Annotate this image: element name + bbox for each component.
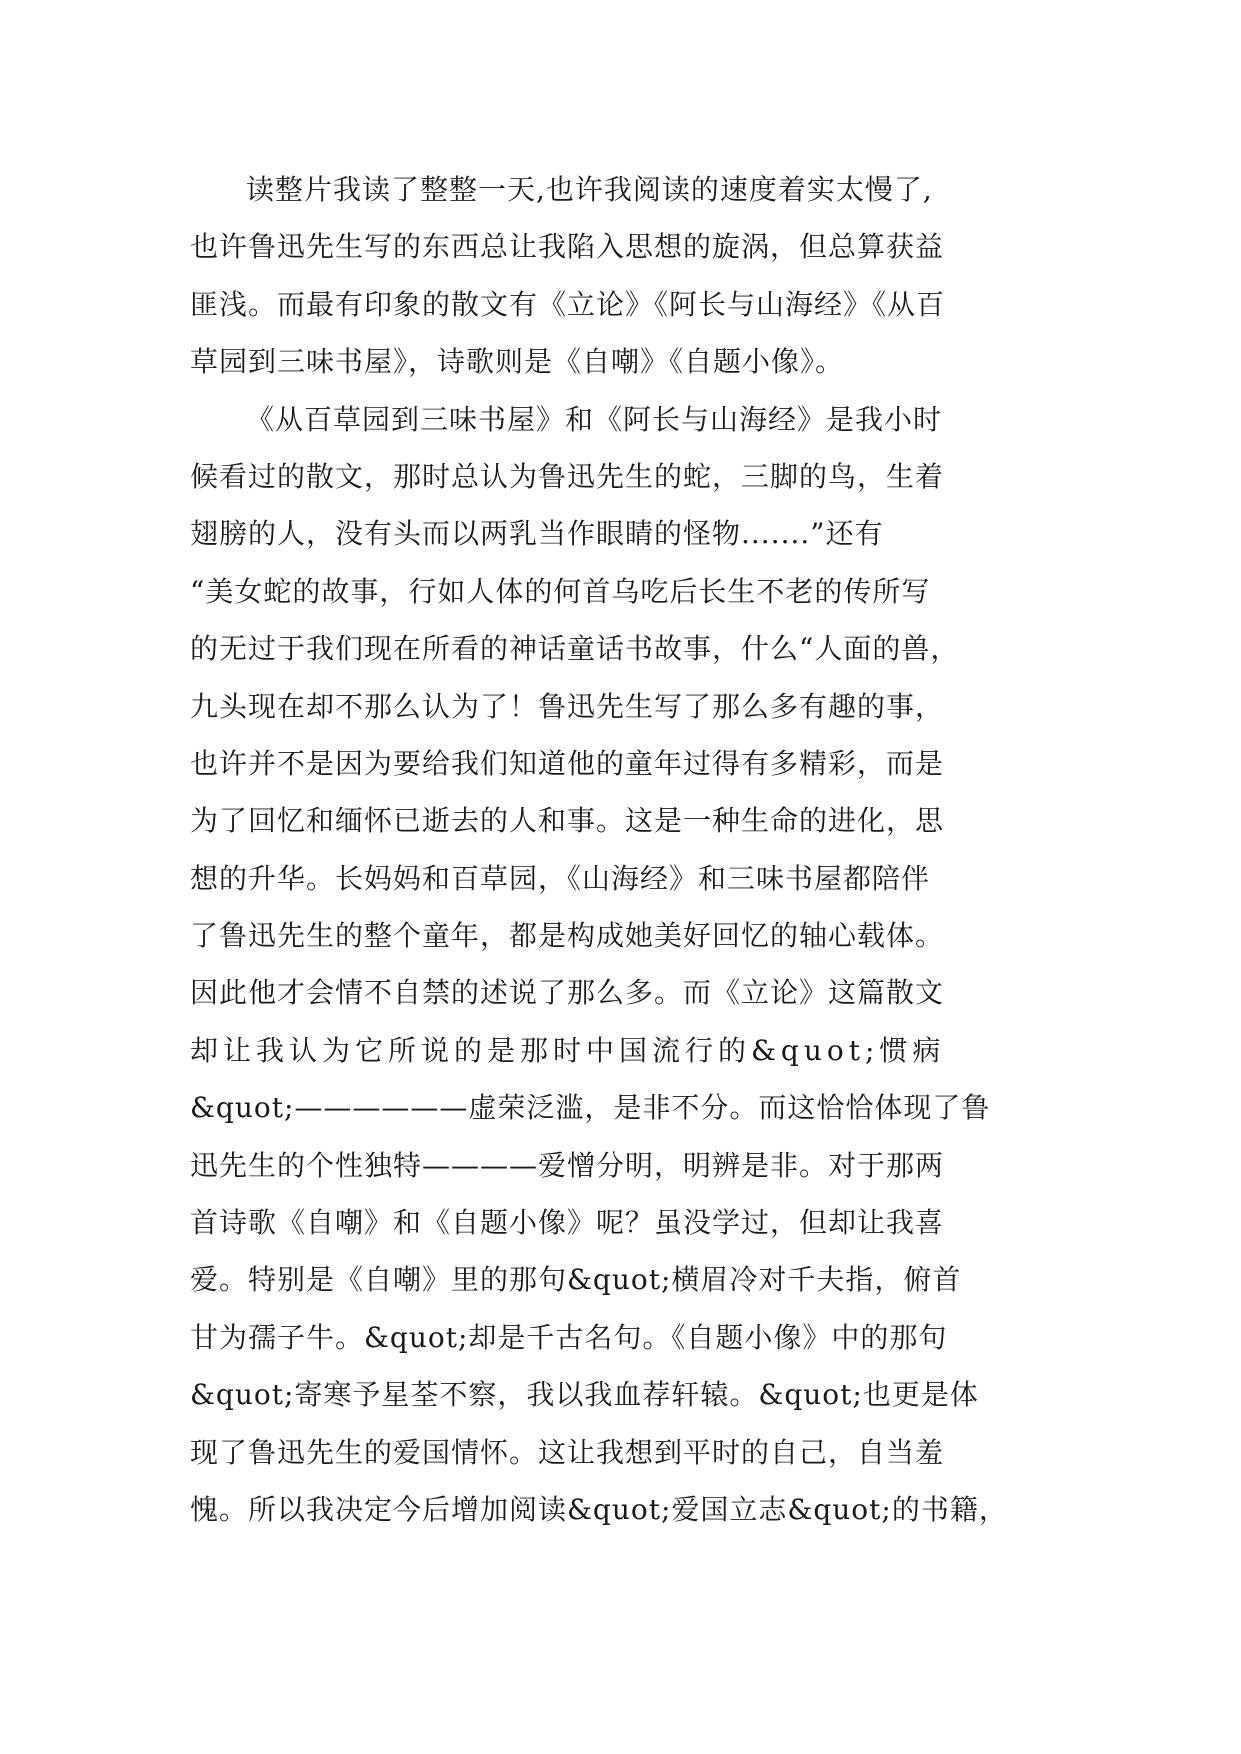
text-line: 的无过于我们现在所看的神话童话书故事，什么“人面的兽， bbox=[190, 632, 960, 666]
text-line: &quot;寄寒予星荃不察，我以我血荐轩辕。&quot;也更是体 bbox=[190, 1378, 979, 1412]
text-line: 草园到三味书屋》，诗歌则是《自嘲》《自题小像》。 bbox=[190, 345, 845, 379]
text-line: 现了鲁迅先生的爱国情怀。这让我想到平时的自己，自当羞 bbox=[190, 1435, 945, 1469]
body-text bbox=[190, 161, 1070, 1538]
text-line: 首诗歌《自嘲》和《自题小像》呢？虽没学过，但却让我喜 bbox=[190, 1206, 945, 1240]
text-line: 也许并不是因为要给我们知道他的童年过得有多精彩，而是 bbox=[190, 746, 945, 780]
text-line: 愧。所以我决定今后增加阅读&quot;爱国立志&quot;的书籍， bbox=[190, 1492, 1008, 1526]
text-line: 甘为孺子牛。&quot;却是千古名句。《自题小像》中的那句 bbox=[190, 1320, 948, 1354]
text-line: 迅先生的个性独特————爱憎分明，明辨是非。对于那两 bbox=[190, 1148, 945, 1182]
text-line: “美女蛇的故事，行如人体的何首乌吃后长生不老的传所写 bbox=[190, 574, 931, 608]
text-line: 因此他才会情不自禁的述说了那么多。而《立论》这篇散文 bbox=[190, 976, 945, 1010]
text-line: 候看过的散文，那时总认为鲁迅先生的蛇，三脚的鸟，生着 bbox=[190, 459, 945, 493]
text-line: 《从百草园到三味书屋》和《阿长与山海经》是我小时 bbox=[246, 402, 943, 436]
text-line: 读整片我读了整整一天,也许我阅读的速度着实太慢了, bbox=[246, 173, 933, 206]
text-line: 翅膀的人，没有头而以两乳当作眼睛的怪物.......”还有 bbox=[190, 517, 884, 551]
text-line: 也许鲁迅先生写的东西总让我陷入思想的旋涡，但总算获益 bbox=[190, 230, 945, 264]
text-line: 匪浅。而最有印象的散文有《立论》《阿长与山海经》《从百 bbox=[190, 287, 946, 321]
text-line: 想的升华。长妈妈和百草园，《山海经》和三味书屋都陪伴 bbox=[190, 861, 931, 895]
text-line: &quot;——————虚荣泛滥，是非不分。而这恰恰体现了鲁 bbox=[190, 1091, 991, 1125]
text-line: 为了回忆和缅怀已逝去的人和事。这是一种生命的进化，思 bbox=[190, 804, 945, 838]
text-line: 却让我认为它所说的是那时中国流行的&quot;惯病 bbox=[190, 1033, 946, 1067]
text-line: 爱。特别是《自嘲》里的那句&quot;横眉冷对千夫指，俯首 bbox=[190, 1263, 962, 1297]
text-line: 了鲁迅先生的整个童年，都是构成她美好回忆的轴心载体。 bbox=[190, 919, 945, 953]
text-line: 九头现在却不那么认为了！鲁迅先生写了那么多有趣的事， bbox=[190, 689, 945, 723]
